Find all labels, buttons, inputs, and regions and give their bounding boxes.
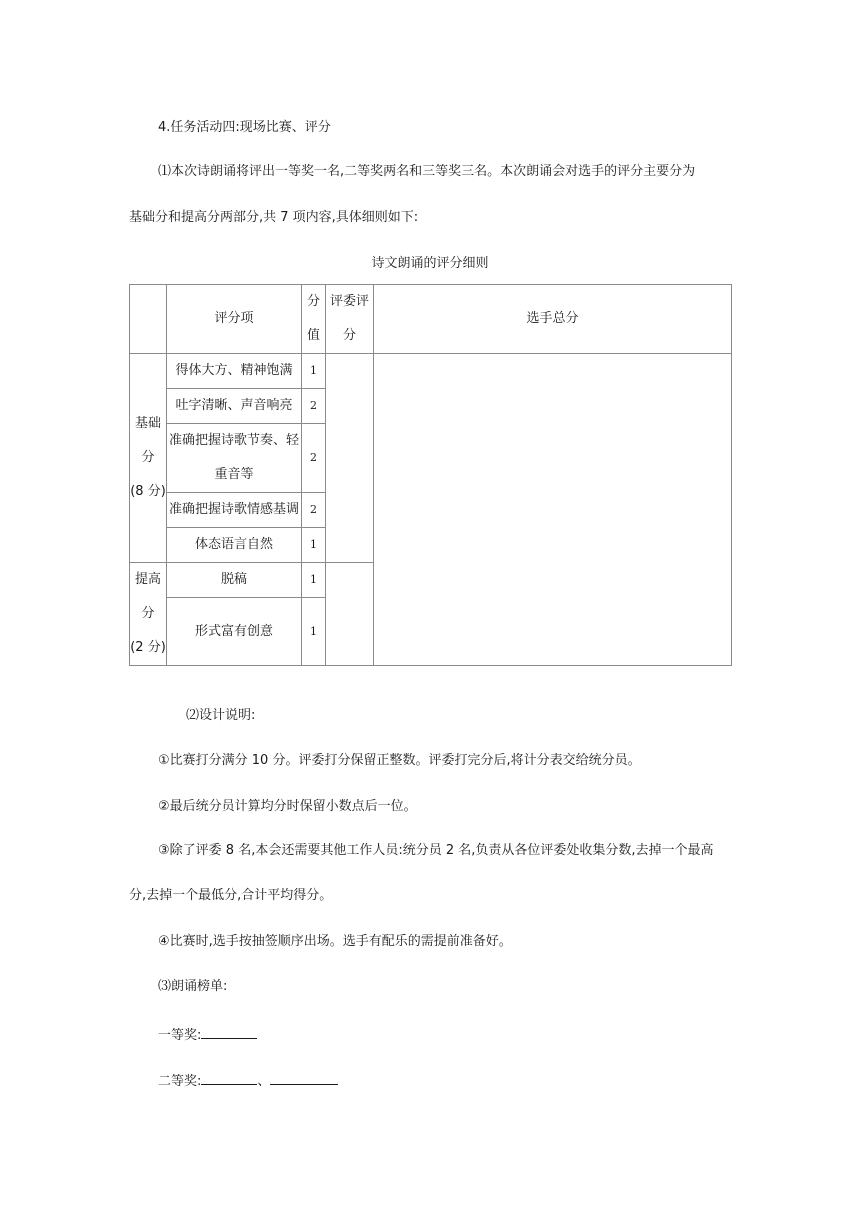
- design-heading: ⑵设计说明:: [186, 708, 256, 723]
- intro-line-2: 基础分和提高分两部分,共 7 项内容,具体细则如下:: [129, 210, 419, 225]
- prize-1-blank[interactable]: [201, 1022, 257, 1039]
- prize-2-blank-1[interactable]: [201, 1068, 257, 1085]
- judge-score-plus: [326, 563, 374, 666]
- header-judge-score: 评委评 分: [326, 285, 374, 354]
- value-cell: 1: [302, 563, 326, 598]
- value-cell: 2: [302, 424, 326, 493]
- rule-3-line-2: 分,去掉一个最低分,合计平均得分。: [129, 888, 333, 903]
- header-item: 评分项: [167, 285, 302, 354]
- header-total: 选手总分: [374, 285, 732, 354]
- prize-2-blank-2[interactable]: [270, 1068, 338, 1085]
- task-heading: 4.任务活动四:现场比赛、评分: [158, 120, 331, 135]
- intro-line-1: ⑴本次诗朗诵将评出一等奖一名,二等奖两名和三等奖三名。本次朗诵会对选手的评分主要分为: [158, 164, 696, 179]
- table-caption: 诗文朗诵的评分细则: [371, 256, 489, 271]
- item-cell: 体态语言自然: [167, 528, 302, 563]
- group-basic: 基础 分 (8 分): [130, 354, 167, 563]
- prize-2-row: [158, 1068, 338, 1092]
- value-cell: 1: [302, 528, 326, 563]
- table-row: [130, 354, 732, 389]
- item-cell: 形式富有创意: [167, 598, 302, 666]
- prize-1-row: [158, 1022, 257, 1046]
- rule-3-line-1: ③除了评委 8 名,本会还需要其他工作人员:统分员 2 名,负责从各位评委处收集分数,去掉一个最高: [158, 843, 714, 858]
- scoring-table: [129, 284, 732, 666]
- group-plus: 提高 分 (2 分): [130, 563, 167, 666]
- list-heading: ⑶朗诵榜单:: [158, 979, 228, 994]
- header-value: 分 值: [302, 285, 326, 354]
- prize-2-label: 二等奖:: [158, 1074, 202, 1089]
- item-cell: 脱稿: [167, 563, 302, 598]
- prize-1-label: 一等奖:: [158, 1028, 202, 1043]
- value-cell: 2: [302, 389, 326, 424]
- rule-1: ①比赛打分满分 10 分。评委打分保留正整数。评委打完分后,将计分表交给统分员。: [158, 753, 641, 768]
- value-cell: 1: [302, 598, 326, 666]
- item-cell: 准确把握诗歌情感基调: [167, 493, 302, 528]
- rule-4: ④比赛时,选手按抽签顺序出场。选手有配乐的需提前准备好。: [158, 934, 512, 949]
- header-corner: [130, 285, 167, 354]
- header-row: [130, 285, 732, 354]
- item-cell: 吐字清晰、声音响亮: [167, 389, 302, 424]
- prize-2-separator: 、: [257, 1074, 271, 1089]
- rule-2: ②最后统分员计算均分时保留小数点后一位。: [158, 799, 417, 814]
- item-cell: 准确把握诗歌节奏、轻 重音等: [167, 424, 302, 493]
- total-score-cell: [374, 354, 732, 666]
- value-cell: 1: [302, 354, 326, 389]
- value-cell: 2: [302, 493, 326, 528]
- item-cell: 得体大方、精神饱满: [167, 354, 302, 389]
- judge-score-basic: [326, 354, 374, 563]
